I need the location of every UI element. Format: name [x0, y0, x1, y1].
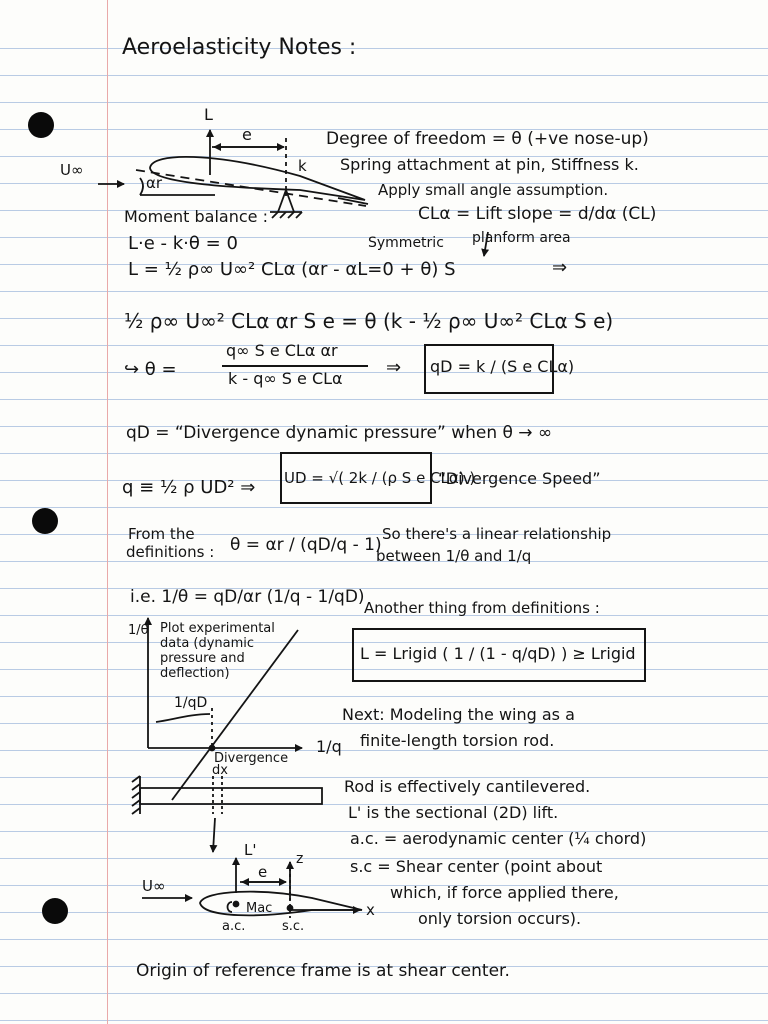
e-label-1: e: [242, 125, 252, 144]
lift-slope-note: CLα = Lift slope = d/dα (CL): [418, 204, 657, 224]
dof-note: Degree of freedom = θ (+ve nose-up): [326, 129, 649, 149]
airfoil-1: [150, 157, 365, 200]
moment-arc: [228, 902, 233, 912]
linear-note-1: So there's a linear relationship: [382, 525, 612, 543]
qd-definition: qD = “Divergence dynamic pressure” when θ → ∞: [126, 423, 553, 443]
linear-note-2: between 1/θ and 1/q: [376, 547, 532, 565]
alpha-arc-1: [140, 178, 143, 195]
lift-result: L = Lrigid ( 1 / (1 - q/qD) ) ≥ Lrigid: [360, 644, 636, 663]
e-label-2: e: [258, 863, 268, 881]
page-title: Aeroelasticity Notes :: [122, 35, 357, 60]
divergence-speed-label: “Divergence Speed”: [438, 469, 601, 488]
qd-result: qD = k / (S e CLα): [430, 357, 575, 376]
next-note-1: Next: Modeling the wing as a: [342, 705, 575, 724]
ud-result: UD = √( 2k / (ρ S e CLα) ): [284, 469, 476, 487]
airfoil-2: [200, 892, 362, 916]
footer-note: Origin of reference frame is at shear center.: [136, 961, 510, 981]
torsion-rod: [140, 788, 322, 804]
plot-note-2: data (dynamic: [160, 636, 255, 651]
rod-note-5: which, if force applied there,: [390, 883, 619, 902]
implies-arrow-2: ⇒: [386, 357, 402, 378]
planform-note: planform area: [472, 230, 571, 246]
plot-note-3: pressure and: [160, 651, 245, 666]
theta-eq-lhs: ↪ θ =: [124, 359, 177, 380]
z-label-2: z: [296, 851, 304, 867]
from-label-2: definitions :: [126, 543, 215, 561]
rod-note-1: Rod is effectively cantilevered.: [344, 777, 591, 796]
ie-equation: i.e. 1/θ = qD/αr (1/q - 1/qD): [130, 587, 365, 607]
lift-label-2: L': [244, 841, 257, 859]
plot-note-1: Plot experimental: [160, 621, 275, 636]
rod-note-6: only torsion occurs).: [418, 909, 582, 928]
theta-relation: θ = αr / (qD/q - 1): [230, 535, 382, 555]
spring-note: Spring attachment at pin, Stiffness k.: [340, 155, 639, 174]
implies-arrow-1: ⇒: [552, 257, 568, 278]
plot-note-4: deflection): [160, 666, 230, 681]
spring-support: [278, 190, 286, 212]
x-label-2: x: [366, 901, 375, 919]
another-note: Another thing from definitions :: [364, 599, 600, 617]
section-arrow: [213, 818, 215, 852]
theta-eq-den: k - q∞ S e CLα: [228, 369, 343, 388]
moment-eq-3: ½ ρ∞ U∞² CLα αr S e = θ (k - ½ ρ∞ U∞² CLα S e): [124, 309, 614, 333]
moment-heading: Moment balance :: [124, 207, 268, 226]
plot-divergence-label: Divergence: [214, 751, 289, 766]
plot-qd-label: 1/qD: [174, 695, 208, 711]
plot-y-label: 1/θ: [128, 623, 149, 638]
dx-label: dx: [212, 763, 228, 778]
theta-eq-num: q∞ S e CLα αr: [226, 341, 338, 360]
sc-label: s.c.: [282, 919, 305, 934]
rod-note-4: s.c = Shear center (point about: [350, 857, 603, 876]
k-label-1: k: [298, 157, 307, 175]
q-definition: q ≡ ½ ρ UD² ⇒: [122, 477, 256, 498]
freestream-label-2: U∞: [142, 877, 166, 895]
next-note-2: finite-length torsion rod.: [360, 731, 555, 750]
rod-note-2: L' is the sectional (2D) lift.: [348, 803, 559, 822]
moment-eq-1: L·e - k·θ = 0: [128, 233, 238, 254]
symmetric-note: Symmetric: [368, 235, 444, 251]
alpha-label-1: αr: [146, 174, 163, 192]
ac-label: a.c.: [222, 919, 246, 934]
moment-eq-2: L = ½ ρ∞ U∞² CLα (αr - αL=0 + θ) S: [128, 259, 456, 280]
from-label-1: From the: [128, 525, 195, 543]
mac-label: Mac: [246, 901, 273, 916]
theta-fraction-bar: [222, 365, 368, 367]
lift-label-1: L: [204, 105, 213, 124]
rod-note-3: a.c. = aerodynamic center (¼ chord): [350, 829, 647, 848]
freestream-label-1: U∞: [60, 161, 84, 179]
plot-x-label: 1/q: [316, 737, 342, 756]
small-angle-note: Apply small angle assumption.: [378, 181, 609, 199]
